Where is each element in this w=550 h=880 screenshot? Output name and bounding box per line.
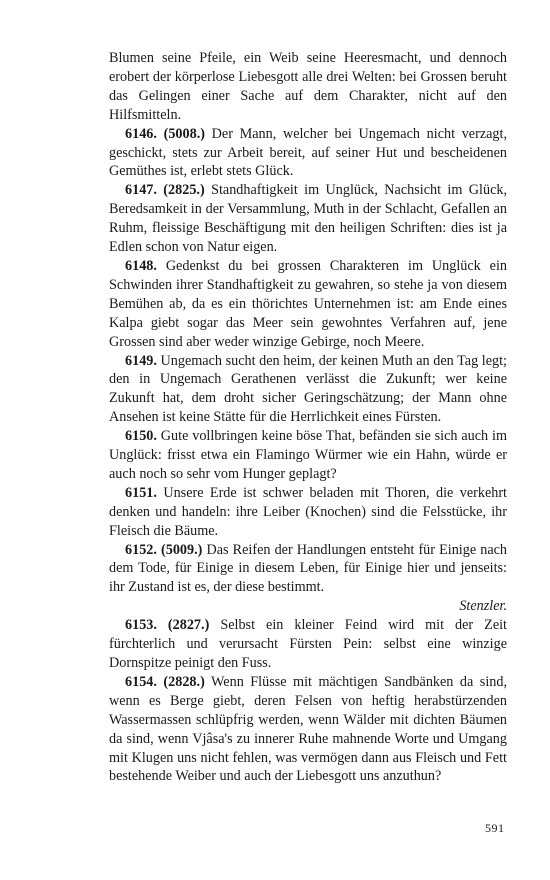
entry-text: Der Mann, welcher bei Ungemach nicht verzagt, geschickt, stets zur Arbeit bereit, auf seiner Hut und bescheidenen Gemüthes ist, erlebt stets Glück. [109, 125, 508, 180]
entry-text: Gute vollbringen keine böse That, befänden sie sich auch im Unglück: frisst etwa ein Flamingo Würmer wie ein Hahn, würde er auch noch so sehr vom Hunger geplagt? [109, 428, 507, 482]
entry-number: 6151. [125, 484, 157, 501]
entry-text: Selbst ein kleiner Feind wird mit der Zeit fürchterlich und verursacht Fürsten Pein: selbst eine winzige Dornspitze peinigt den Fuss. [109, 617, 508, 671]
entry-text: Unsere Erde ist schwer beladen mit Thoren, die verkehrt denken und handeln: ihre Leiber (Knochen) sind die Felsstücke, ihr Fleisch die Bäume. [109, 484, 508, 539]
entry-text: Wenn Flüsse mit mächtigen Sandbänken da sind, wenn es Berge giebt, deren Felsen von heftig herabstürzenden Wassermassen schlüpfrig werden, wenn Wälder mit dichten Bäumen da sind, wenn Vjâsa's zu innerer Ruhe mahnende Worte und Umgang mit Klugen uns nicht fehlen, was vermögen dann aus Fleisch und Fett bestehende Weiber und auch der Liebesgott uns anzuthun? [109, 673, 507, 785]
entry-number: 6146. (5008.) [125, 125, 205, 142]
entry-6148 [109, 257, 507, 352]
author-signature: Stenzler. [459, 598, 507, 615]
entry-6146 [109, 125, 507, 182]
entry-number: 6150. [125, 428, 157, 445]
page-body [109, 49, 507, 786]
entry-6154 [109, 673, 507, 786]
entry-6151 [109, 484, 507, 541]
entry-number: 6147. (2825.) [125, 182, 205, 199]
entry-text: Gedenkst du bei grossen Charakteren im Unglück ein Schwinden ihrer Standhaftigkeit zu gewahren, so stehe ja von diesem Bemühen ab, da es ein thörichtes Unternehmen ist: am Ende eines Kalpa giebt sogar das Meer sein gewohntes Verfahren auf, jene Grossen sind aber weder winzige Gebirge, noch Meere. [109, 257, 507, 350]
entry-6147 [109, 181, 507, 257]
entry-number: 6154. (2828.) [125, 673, 205, 690]
entry-6149 [109, 352, 507, 428]
entry-text: Ungemach sucht den heim, der keinen Muth an den Tag legt; den in Ungemach Gerathenen verlässt die Zukunft; wer keine Zukunft hat, dem droht sicher Geringschätzung; der Mann ohne Ansehen ist keine Stätte für die Herrlichkeit eines Fürsten. [109, 352, 507, 426]
entry-text: Das Reifen der Handlungen entsteht für Einige nach dem Tode, für Einige in diesem Leben, für Einige hier und jenseits: ihr Zustand ist es, der diese bestimmt. [109, 541, 508, 596]
entry-6153 [109, 616, 507, 673]
entry-6150 [109, 427, 507, 484]
entry-number: 6152. (5009.) [125, 541, 203, 558]
entry-number: 6153. (2827.) [125, 617, 210, 634]
entry-number: 6149. [125, 352, 157, 369]
entry-number: 6148. [125, 257, 157, 274]
page-number: 591 [485, 821, 505, 835]
entry-6152 [109, 541, 507, 598]
opening-paragraph: Blumen seine Pfeile, ein Weib seine Heeresmacht, und dennoch erobert der körperlose Liebesgott alle drei Welten: bei Grossen beruht das Gelingen einer Sache auf dem Charakter, nicht auf den Hilfsmitteln. [109, 50, 507, 123]
entry-text: Standhaftigkeit im Unglück, Nachsicht im Glück, Beredsamkeit in der Versammlung, Muth in der Schlacht, Gefallen an Ruhm, fleissige Beschäftigung mit den heiligen Schriften: dies ist ja Edlen schon von Natur eigen. [109, 182, 508, 256]
